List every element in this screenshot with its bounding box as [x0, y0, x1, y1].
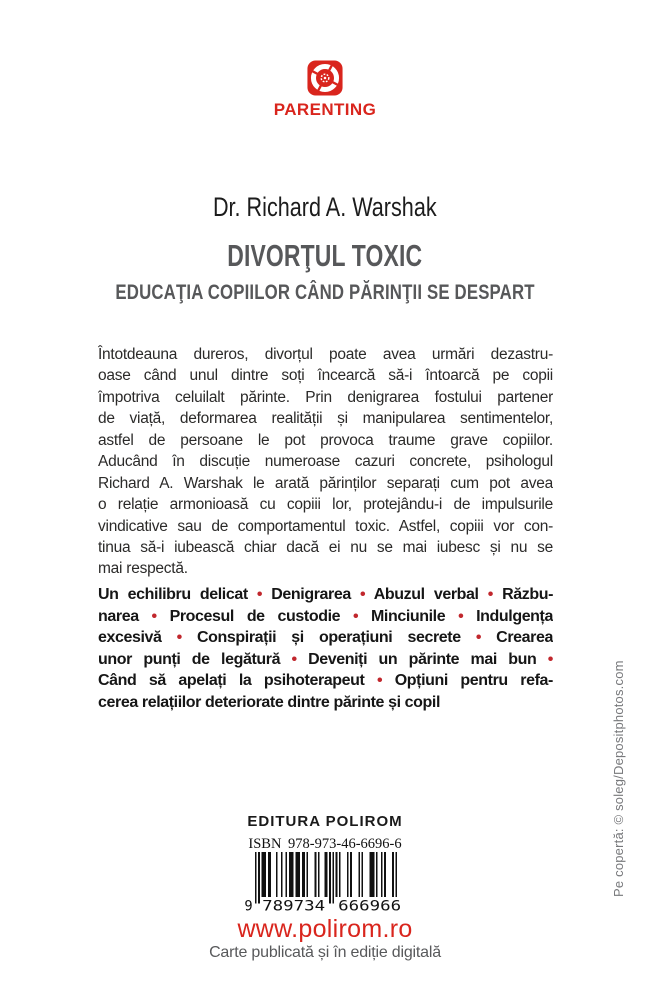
- synopsis-line: Richard A. Warshak le arată părinților separați cum pot avea: [98, 474, 553, 492]
- bullet-separator: •: [377, 672, 383, 690]
- svg-text:9: 9: [244, 898, 253, 912]
- keyword-line: unor punți de legătură • Deveniți un părinte mai bun •: [98, 650, 553, 668]
- collection-name: PARENTING: [273, 100, 377, 119]
- synopsis-line: oase când unul dintre soți încearcă să-i întoarcă pe copii: [98, 367, 553, 385]
- svg-text:666966: 666966: [338, 898, 402, 912]
- keyword-line: Un echilibru delicat • Denigrarea • Abuzul verbal • Răzbu-: [98, 586, 553, 603]
- book-title: DIVORŢUL TOXIC: [227, 238, 423, 273]
- isbn-text: ISBN 978-973-46-6696-6: [248, 836, 402, 852]
- synopsis-line: o relație armonioasă cu copiii lor, protejându-i de impulsurile: [98, 496, 553, 514]
- synopsis-line: astfel de persoane le pot provoca traume grave copiilor.: [98, 431, 553, 449]
- bullet-separator: •: [291, 650, 297, 668]
- cover-photo-credit: Pe copertă: © soleg/Depositphotos.com: [611, 660, 626, 897]
- synopsis-line: de viață, deformarea realității și manipularea sentimentelor,: [98, 410, 553, 428]
- synopsis-line: împotriva celuilalt părinte. Prin denigrarea fostului partener: [98, 388, 553, 406]
- bullet-separator: •: [352, 607, 359, 625]
- keyword-line: Când să apelați la psihoterapeut • Opțiuni pentru refa-: [98, 672, 553, 690]
- author-name: Dr. Richard A. Warshak: [213, 192, 437, 222]
- synopsis-line: vindicative sau de comportamentul toxic. Astfel, copiii vor con-: [98, 517, 553, 535]
- keyword-line: cerea relațiilor deteriorate dintre părinte și copil: [98, 693, 440, 711]
- bullet-separator: •: [360, 586, 366, 603]
- bullet-separator: •: [458, 607, 464, 625]
- parenting-rosette-icon: [307, 60, 343, 96]
- keyword-line: excesivă • Conspirații și operațiuni secrete • Crearea: [98, 629, 553, 647]
- parenting-logo: [307, 60, 343, 96]
- bullet-separator: •: [547, 650, 553, 668]
- keyword-list: [98, 584, 553, 714]
- bullet-separator: •: [256, 586, 263, 603]
- publisher-name: EDITURA POLIROM: [247, 813, 403, 830]
- synopsis-paragraph: [98, 344, 553, 580]
- synopsis-line: Aducând în discuție numeroase cazuri concrete, psihologul: [98, 453, 553, 471]
- digital-edition-note: Carte publicată și în ediție digitală: [209, 944, 441, 961]
- synopsis-line: Întotdeauna dureros, divorțul poate avea urmări dezastru-: [98, 346, 553, 363]
- bullet-separator: •: [176, 629, 182, 647]
- synopsis-line: mai respectă.: [98, 560, 188, 578]
- book-subtitle: EDUCAŢIA COPIILOR CÂND PĂRINŢII SE DESPART: [115, 281, 535, 304]
- bullet-separator: •: [487, 586, 493, 603]
- synopsis-line: tinua să-i iubească chiar dacă ei nu se mai iubesc și nu se: [98, 538, 553, 556]
- keyword-line: narea • Procesul de custodie • Minciunile • Indulgența: [98, 607, 553, 625]
- svg-text:789734: 789734: [262, 898, 326, 912]
- publisher-website: www.polirom.ro: [237, 915, 413, 943]
- ean13-barcode: [242, 852, 410, 912]
- bullet-separator: •: [475, 629, 482, 647]
- bullet-separator: •: [151, 607, 157, 625]
